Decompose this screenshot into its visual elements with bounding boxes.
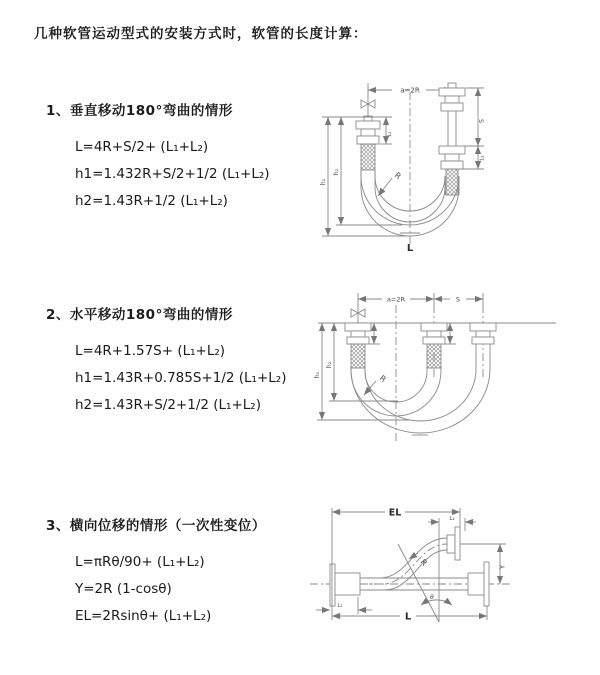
upper-flange: [447, 527, 460, 560]
section-3-heading: 3、横向位移的情形（一次性变位）: [46, 518, 266, 534]
braided-hose-section: [361, 144, 375, 170]
hose-curve: [360, 538, 447, 578]
dim-label-h1: h₁: [320, 178, 327, 186]
braided-hose-section: [446, 169, 458, 195]
formula-h1: h1=1.432R+S/2+1/2 (L₁+L₂): [75, 166, 270, 182]
formula-h2: h2=1.43R+S/2+1/2 (L₁+L₂): [75, 397, 261, 413]
dim-label-l1: L₁: [387, 131, 393, 137]
right-fitting: [439, 83, 465, 169]
radius-label: R: [418, 557, 429, 568]
left-fitting: [345, 323, 371, 344]
length-label: L: [406, 243, 414, 254]
page-title: 几种软管运动型式的安装方式时，软管的长度计算：: [34, 26, 368, 42]
formula-y: Y=2R (1-cosθ): [75, 581, 172, 597]
dim-label-h1: h₁: [314, 371, 321, 379]
section-1-heading: 1、垂直移动180°弯曲的情形: [46, 103, 233, 119]
dim-label-a2r: a=2R: [386, 295, 406, 304]
dim-label-l1-top: L₁: [449, 516, 455, 522]
diagram-lateral-displacement: [300, 498, 600, 658]
formula-h1: h1=1.43R+0.785S+1/2 (L₁+L₂): [75, 370, 287, 386]
right-flange: [468, 562, 489, 606]
dim-label-s: S: [455, 295, 461, 304]
formula-l: L=4R+S/2+ (L₁+L₂): [75, 139, 209, 155]
dim-label-y: Y: [498, 564, 507, 570]
radius-label: R: [392, 170, 403, 182]
braided-hose-section: [351, 344, 365, 368]
diagram-horizontal-bend: [300, 283, 595, 473]
section-2-heading: 2、水平移动180°弯曲的情形: [46, 307, 233, 323]
radius-label: R: [377, 373, 388, 385]
formula-el: EL=2Rsinθ+ (L₁+L₂): [75, 608, 212, 624]
formula-h2: h2=1.43R+1/2 (L₁+L₂): [75, 193, 228, 209]
angle-arc: [421, 600, 452, 605]
dim-label-el: EL: [388, 507, 402, 519]
middle-fitting: [421, 323, 447, 344]
section-2: [46, 306, 286, 419]
section-3: [46, 517, 266, 630]
braided-hose-section: [427, 344, 441, 368]
diagram-vertical-bend: [300, 70, 585, 265]
dim-label-s: S: [477, 118, 486, 124]
dim-label-h2: h₂: [333, 168, 340, 176]
length-label: L: [404, 611, 412, 623]
dim-label-l1-left: L₁: [337, 603, 343, 609]
left-fitting: [356, 116, 380, 144]
formula-l: L=πRθ/90+ (L₁+L₂): [75, 554, 205, 570]
dim-label-l2: L₂: [479, 155, 486, 161]
angle-label: θ: [430, 594, 434, 601]
left-flange: [330, 564, 360, 606]
dim-label-a2r: a=2R: [400, 86, 420, 95]
right-fitting: [470, 323, 496, 344]
formula-l: L=4R+1.57S+ (L₁+L₂): [75, 343, 226, 359]
dim-label-h2: h₂: [326, 361, 333, 369]
section-1: [46, 102, 270, 215]
